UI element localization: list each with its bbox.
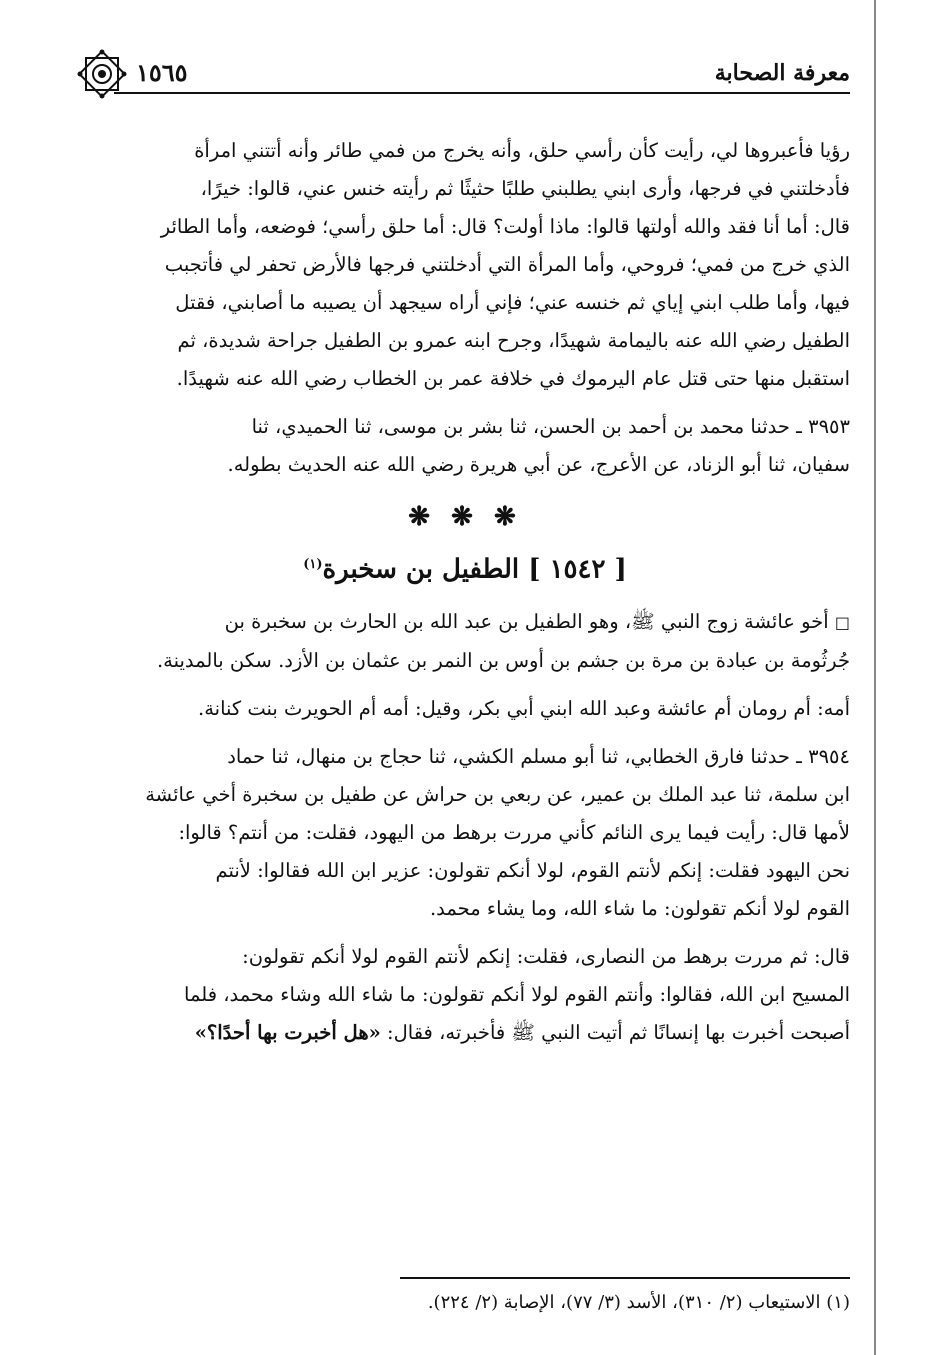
square-marker-icon: □	[834, 612, 850, 632]
page-edge-line	[874, 0, 876, 1355]
footnote: (١) الاستيعاب (٢/ ٣١٠)، الأسد (٣/ ٧٧)، الإصابة (٢/ ٢٢٤).	[427, 1292, 850, 1313]
text-line: قال: ثم مررت برهط من النصارى، فقلت: إنكم لأنتم القوم لولا أنكم تقولون:	[242, 944, 850, 968]
text-line: الذي خرج من فمي؛ فروحي، وأما المرأة التي أدخلتني فرجها فالأرض تحفر لي فأتجبب	[164, 253, 850, 276]
section-title-text: [ ١٥٤٢ ] الطفيل بن سخبرة	[322, 554, 627, 585]
paragraph-christians	[80, 938, 850, 1052]
text-line: المسيح ابن الله، فقالوا: وأنتم القوم لولا أنكم تقولون: ما شاء الله وشاء محمد، فلما	[184, 982, 850, 1006]
text-line: فأدخلتني في فرجها، وأرى ابني يطلبني طلبًا حثيثًا ثم رأيته خنس عني، قالوا: خيرًا،	[200, 177, 850, 200]
text-line: استقبل منها حتى قتل عام اليرموك في خلافة عمر بن الخطاب رضي الله عنه شهيدًا.	[176, 367, 850, 390]
text-line: ٣٩٥٣ ـ حدثنا محمد بن أحمد بن الحسن، ثنا بشر بن موسى، ثنا الحميدي، ثنا	[251, 415, 850, 438]
text-line: جُرثُومة بن عبادة بن مرة بن جشم بن أوس بن النمر بن عثمان بن الأزد. سكن بالمدينة.	[156, 648, 850, 672]
text-line: قال: أما أنا فقد والله أولتها قالوا: ماذا أولت؟ قال: أما حلق رأسي؛ فوضعه، وأما الطائر	[160, 215, 850, 238]
main-text	[80, 132, 850, 1062]
footnote-reference: (١)	[303, 557, 323, 572]
paragraph-biography	[80, 603, 850, 680]
text-line: لأمها قال: رأيت فيما يرى النائم كأني مررت برهط من اليهود، فقلت: من أنتم؟ قالوا:	[178, 820, 850, 844]
text-line: رؤيا فأعبروها لي، رأيت كأن رأسي حلق، وأنه يخرج من فمي طائر وأنه أتتني امرأة	[194, 139, 850, 162]
page-header	[70, 58, 850, 98]
paragraph-dream-story	[80, 132, 850, 398]
quoted-question: «هل أخبرت بها أحدًا؟»	[194, 1020, 381, 1044]
paragraph-mother	[80, 690, 850, 728]
section-title	[80, 546, 850, 589]
paragraph-hadith-3954	[80, 738, 850, 928]
text-line: نحن اليهود فقلت: إنكم لأنتم القوم، لولا أنكم تقولون: عزير ابن الله فقالوا: لأنتم	[215, 858, 850, 882]
text-line-content: أصبحت أخبرت بها إنسانًا ثم أتيت النبي ﷺ فأخبرته، فقال:	[387, 1020, 850, 1044]
page-number: ١٥٦٥	[136, 58, 188, 87]
paragraph-hadith-3953	[80, 408, 850, 484]
section-separator-stars: ❋ ❋ ❋	[408, 502, 522, 532]
text-line	[80, 603, 850, 642]
text-line: القوم لولا أنكم تقولون: ما شاء الله، وما يشاء محمد.	[429, 896, 850, 920]
footnote-rule	[400, 1277, 850, 1279]
text-line: الطفيل رضي الله عنه باليمامة شهيدًا، وجرح ابنه عمرو بن الطفيل جراحة شديدة، ثم	[177, 329, 850, 352]
text-line: ٣٩٥٤ ـ حدثنا فارق الخطابي، ثنا أبو مسلم الكشي، ثنا حجاج بن منهال، ثنا حماد	[227, 744, 850, 768]
text-line	[80, 1014, 850, 1052]
text-line-content: أخو عائشة زوج النبي ﷺ، وهو الطفيل بن عبد الله بن الحارث بن سخبرة بن	[224, 609, 829, 633]
header-rule	[114, 92, 850, 94]
running-title: معرفة الصحابة	[714, 60, 850, 86]
text-line: فيها، وأما طلب ابني إياي ثم خنسه عني؛ فإني أراه سيجهد أن يصيبه ما أصابني، فقتل	[175, 291, 850, 314]
text-line: سفيان، ثنا أبو الزناد، عن الأعرج، عن أبي هريرة رضي الله عنه الحديث بطوله.	[227, 453, 850, 476]
text-line: أمه: أم رومان أم عائشة وعبد الله ابني أبي بكر، وقيل: أمه أم الحويرث بنت كنانة.	[198, 696, 850, 720]
text-line: ابن سلمة، ثنا عبد الملك بن عمير، عن ربعي بن حراش عن طفيل بن سخبرة أخي عائشة	[145, 782, 850, 806]
